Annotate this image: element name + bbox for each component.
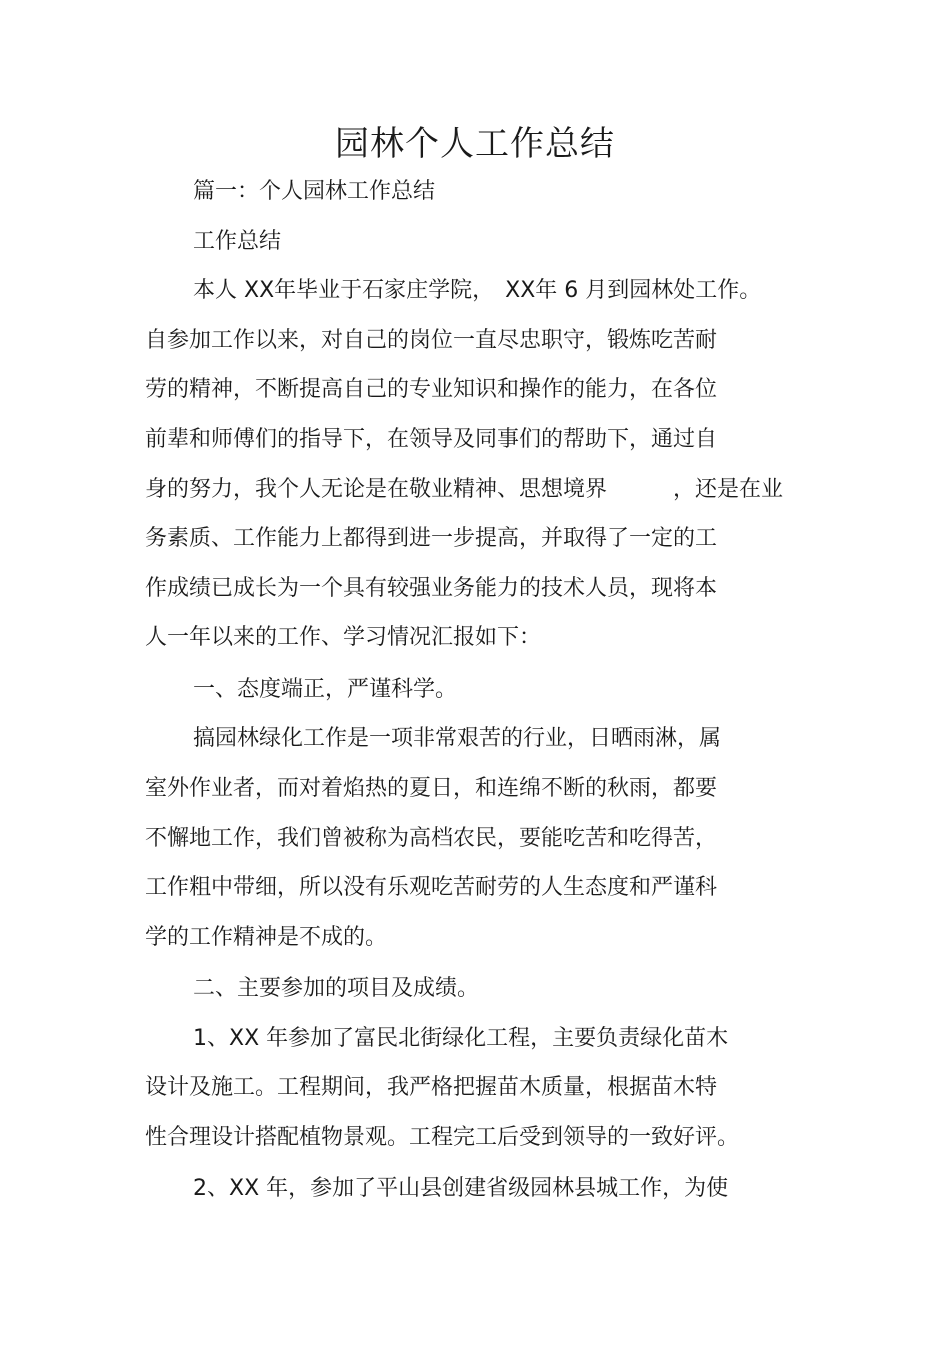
- section-heading-1: 篇一：个人园林工作总结: [193, 179, 436, 204]
- text-line: 室外作业者，而对着焰热的夏日，和连绵不断的秋雨，都要: [145, 776, 718, 801]
- text-line: 工作粗中带细，所以没有乐观吃苦耐劳的人生态度和严谨科: [145, 875, 718, 900]
- text-line: 前辈和师傅们的指导下，在领导及同事们的帮助下，通过自: [145, 427, 718, 452]
- text-line: 设计及施工。工程期间，我严格把握苗木质量，根据苗木特: [145, 1075, 718, 1100]
- text-line: 2、XX 年，参加了平山县创建省级园林县城工作，为使: [193, 1176, 729, 1201]
- text-line: 搞园林绿化工作是一项非常艰苦的行业，日晒雨淋，属: [193, 726, 722, 751]
- document-title: 园林个人工作总结: [335, 124, 615, 164]
- text-line: 身的努力，我个人无论是在敬业精神、思想境界 ，还是在业: [145, 477, 784, 502]
- text-line: 性合理设计搭配植物景观。工程完工后受到领导的一致好评。: [145, 1125, 740, 1150]
- paragraph-heading: 工作总结: [193, 229, 282, 254]
- subsection-heading-1: 一、态度端正，严谨科学。: [193, 677, 458, 702]
- text-line: 本人 XX年毕业于石家庄学院， XX年 6 月到园林处工作。: [193, 278, 762, 303]
- subsection-heading-2: 二、主要参加的项目及成绩。: [193, 976, 480, 1001]
- text-line: 作成绩已成长为一个具有较强业务能力的技术人员，现将本: [145, 576, 718, 601]
- text-line: 1、XX 年参加了富民北街绿化工程，主要负责绿化苗木: [193, 1026, 729, 1051]
- text-line: 人一年以来的工作、学习情况汇报如下：: [145, 625, 542, 650]
- text-line: 自参加工作以来，对自己的岗位一直尽忠职守，锻炼吃苦耐: [145, 328, 718, 353]
- text-line: 不懈地工作，我们曾被称为高档农民，要能吃苦和吃得苦，: [145, 826, 718, 851]
- text-line: 务素质、工作能力上都得到进一步提高，并取得了一定的工: [145, 526, 718, 551]
- text-line: 劳的精神，不断提高自己的专业知识和操作的能力，在各位: [145, 377, 718, 402]
- text-line: 学的工作精神是不成的。: [145, 925, 388, 950]
